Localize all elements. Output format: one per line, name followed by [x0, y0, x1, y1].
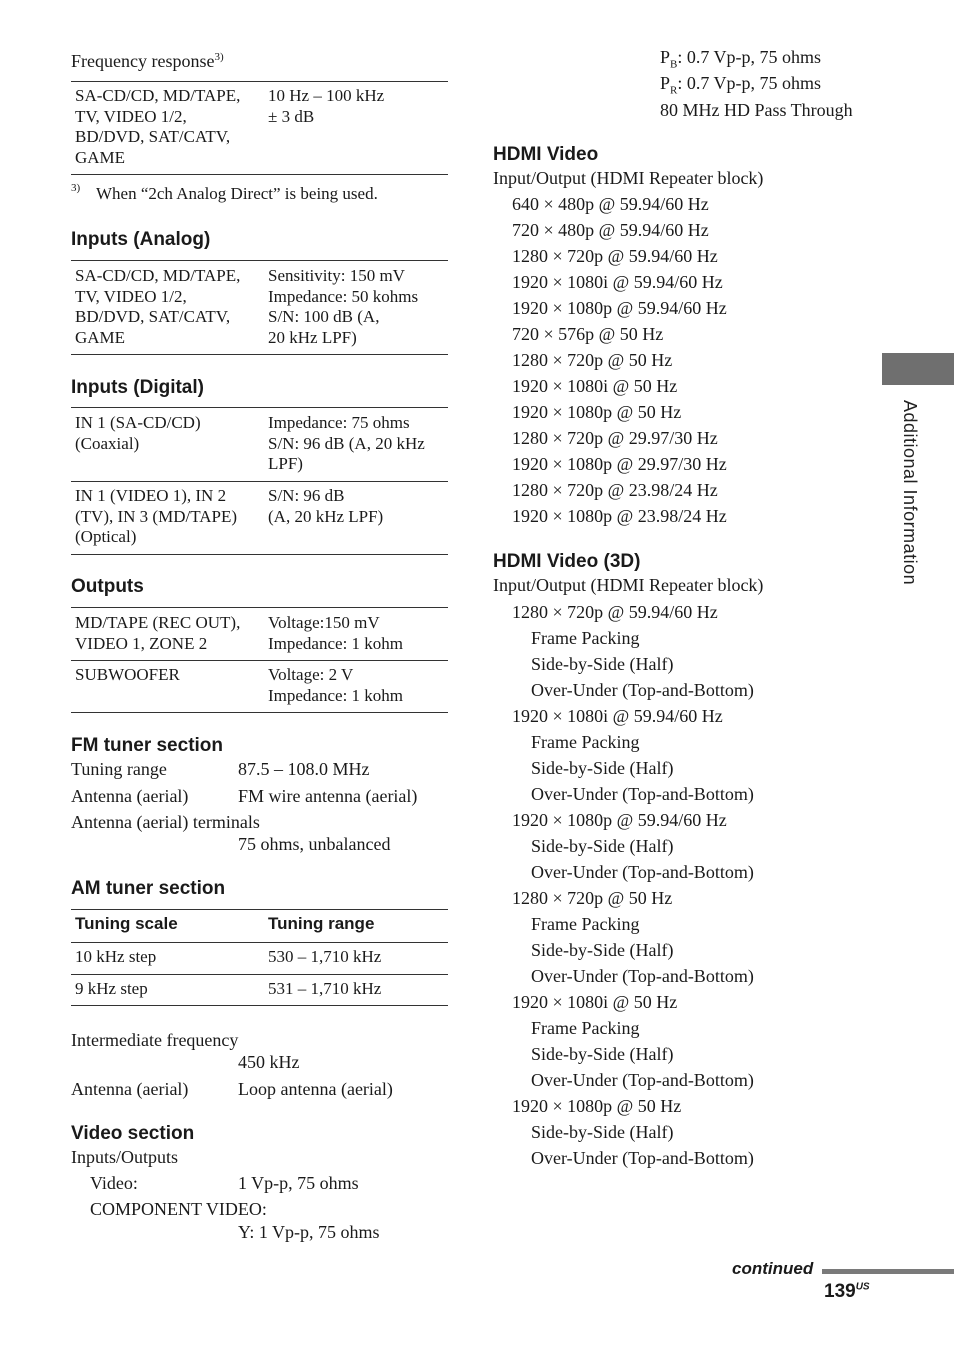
fm-tuning-label: Tuning range [71, 759, 167, 779]
inputs-analog-right: Sensitivity: 150 mV Impedance: 50 kohms S/N: 100 dB (A, 20 kHz LPF) [268, 266, 419, 347]
hdmi3d-format-item: 1920 × 1080i @ 59.94/60 Hz [512, 706, 723, 726]
table-rule [71, 554, 448, 555]
table-rule [71, 174, 448, 175]
hdmi-format-item: 1280 × 720p @ 50 Hz [512, 350, 673, 370]
fm-tuning-value: 87.5 – 108.0 MHz [238, 759, 370, 779]
am-if-label: Intermediate frequency [71, 1030, 239, 1050]
hdmi3d-mode-item: Frame Packing [531, 628, 640, 648]
table-rule [71, 660, 448, 661]
inputs-digital-row2-left: IN 1 (VIDEO 1), IN 2 (TV), IN 3 (MD/TAPE) (Optical) [75, 486, 237, 546]
am-antenna-label: Antenna (aerial) [71, 1079, 189, 1099]
inputs-digital-row1-left: IN 1 (SA-CD/CD) (Coaxial) [75, 413, 201, 453]
video-component-label: COMPONENT VIDEO: [90, 1199, 267, 1219]
table-rule [71, 81, 448, 82]
hdmi-format-item: 1920 × 1080i @ 50 Hz [512, 376, 678, 396]
hdmi3d-mode-item: Side-by-Side (Half) [531, 654, 674, 674]
hdmi-format-item: 640 × 480p @ 59.94/60 Hz [512, 194, 709, 214]
hdmi-format-item: 1920 × 1080p @ 59.94/60 Hz [512, 298, 727, 318]
table-rule [71, 354, 448, 355]
outputs-row1-right: Voltage:150 mV Impedance: 1 kohm [268, 613, 404, 653]
video-pb-value: $P_B$: 0.7 Vp-p, 75 ohms [660, 47, 822, 71]
am-row1-range: 530 – 1,710 kHz [268, 947, 382, 966]
table-rule [71, 1005, 448, 1006]
video-y-value: Y: 1 Vp-p, 75 ohms [238, 1222, 380, 1242]
hdmi-heading: HDMI Video [493, 144, 599, 165]
hdmi-format-item: 1920 × 1080p @ 29.97/30 Hz [512, 454, 727, 474]
am-row1-scale: 10 kHz step [75, 947, 157, 966]
hdmi3d-mode-item: Over-Under (Top-and-Bottom) [531, 862, 754, 882]
hdmi3d-format-item: 1280 × 720p @ 50 Hz [512, 888, 673, 908]
video-video-label: Video: [90, 1173, 138, 1193]
footnote-text: When “2ch Analog Direct” is being used. [96, 184, 378, 203]
table-rule [71, 974, 448, 975]
inputs-digital-row1-right: Impedance: 75 ohms S/N: 96 dB (A, 20 kHz LPF) [268, 413, 425, 473]
hdmi-format-item: 1280 × 720p @ 59.94/60 Hz [512, 246, 718, 266]
hdmi3d-mode-item: Over-Under (Top-and-Bottom) [531, 784, 754, 804]
page-number: $139^{US}$ [824, 1281, 870, 1302]
hdmi-io-label: Input/Output (HDMI Repeater block) [493, 168, 764, 188]
video-pr-value: $P_R$: 0.7 Vp-p, 75 ohms [660, 73, 822, 97]
table-rule [71, 407, 448, 408]
video-heading: Video section [71, 1123, 195, 1144]
outputs-row2-right: Voltage: 2 V Impedance: 1 kohm [268, 665, 404, 705]
am-heading: AM tuner section [71, 878, 226, 899]
am-col-range: Tuning range [268, 914, 375, 933]
table-rule [71, 942, 448, 943]
hdmi3d-mode-item: Side-by-Side (Half) [531, 836, 674, 856]
am-row2-scale: 9 kHz step [75, 979, 148, 998]
hdmi3d-mode-item: Frame Packing [531, 914, 640, 934]
freq-table-left: SA-CD/CD, MD/TAPE, TV, VIDEO 1/2, BD/DVD, SAT/CATV, GAME [75, 86, 241, 167]
hdmi3d-mode-item: Side-by-Side (Half) [531, 758, 674, 778]
hdmi-format-item: 1280 × 720p @ 29.97/30 Hz [512, 428, 718, 448]
footnote-mark: 3) [71, 182, 81, 194]
fm-antenna-label: Antenna (aerial) [71, 786, 189, 806]
video-io-label: Inputs/Outputs [71, 1147, 179, 1167]
hdmi3d-io-label: Input/Output (HDMI Repeater block) [493, 575, 764, 595]
fm-heading: FM tuner section [71, 735, 224, 756]
freq-table-right: 10 Hz – 100 kHz ± 3 dB [268, 86, 385, 126]
section-side-label: Additional Information [900, 400, 920, 586]
hdmi-format-item: 1920 × 1080i @ 59.94/60 Hz [512, 272, 723, 292]
outputs-row2-left: SUBWOOFER [75, 665, 180, 684]
hdmi-format-item: 1280 × 720p @ 23.98/24 Hz [512, 480, 718, 500]
hdmi-format-item: 1920 × 1080p @ 23.98/24 Hz [512, 506, 727, 526]
hdmi3d-format-item: 1280 × 720p @ 59.94/60 Hz [512, 602, 718, 622]
hdmi3d-mode-item: Over-Under (Top-and-Bottom) [531, 1148, 754, 1168]
hdmi3d-mode-item: Frame Packing [531, 732, 640, 752]
table-rule [71, 260, 448, 261]
video-passthrough: 80 MHz HD Pass Through [660, 100, 853, 120]
fm-terminals-label: Antenna (aerial) terminals [71, 812, 260, 832]
hdmi-format-item: 720 × 576p @ 50 Hz [512, 324, 664, 344]
inputs-analog-left: SA-CD/CD, MD/TAPE, TV, VIDEO 1/2, BD/DVD, SAT/CATV, GAME [75, 266, 241, 347]
hdmi3d-mode-item: Over-Under (Top-and-Bottom) [531, 680, 754, 700]
inputs-digital-heading: Inputs (Digital) [71, 377, 204, 398]
am-antenna-value: Loop antenna (aerial) [238, 1079, 393, 1099]
hdmi3d-mode-item: Side-by-Side (Half) [531, 940, 674, 960]
freq-response-label: Frequency response$^{3)}$ [71, 51, 224, 71]
video-video-value: 1 Vp-p, 75 ohms [238, 1173, 359, 1193]
hdmi-format-item: 1920 × 1080p @ 50 Hz [512, 402, 682, 422]
table-rule [71, 909, 448, 910]
hdmi3d-mode-item: Over-Under (Top-and-Bottom) [531, 966, 754, 986]
hdmi3d-mode-item: Over-Under (Top-and-Bottom) [531, 1070, 754, 1090]
fm-antenna-value: FM wire antenna (aerial) [238, 786, 418, 806]
continued-bar [822, 1269, 954, 1274]
hdmi3d-format-item: 1920 × 1080p @ 50 Hz [512, 1096, 682, 1116]
inputs-analog-heading: Inputs (Analog) [71, 229, 211, 250]
continued-label: continued [732, 1259, 814, 1278]
outputs-row1-left: MD/TAPE (REC OUT), VIDEO 1, ZONE 2 [75, 613, 241, 653]
hdmi3d-mode-item: Frame Packing [531, 1018, 640, 1038]
inputs-digital-row2-right: S/N: 96 dB (A, 20 kHz LPF) [268, 486, 384, 526]
table-rule [71, 481, 448, 482]
am-row2-range: 531 – 1,710 kHz [268, 979, 382, 998]
table-rule [71, 607, 448, 608]
am-col-scale: Tuning scale [75, 914, 178, 933]
hdmi3d-format-item: 1920 × 1080p @ 59.94/60 Hz [512, 810, 727, 830]
table-rule [71, 712, 448, 713]
section-tab [882, 353, 954, 385]
hdmi3d-mode-item: Side-by-Side (Half) [531, 1044, 674, 1064]
outputs-heading: Outputs [71, 576, 144, 597]
hdmi-format-item: 720 × 480p @ 59.94/60 Hz [512, 220, 709, 240]
am-if-value: 450 kHz [238, 1052, 300, 1072]
hdmi3d-mode-item: Side-by-Side (Half) [531, 1122, 674, 1142]
hdmi3d-heading: HDMI Video (3D) [493, 551, 641, 572]
fm-terminals-value: 75 ohms, unbalanced [238, 834, 391, 854]
hdmi3d-format-item: 1920 × 1080i @ 50 Hz [512, 992, 678, 1012]
